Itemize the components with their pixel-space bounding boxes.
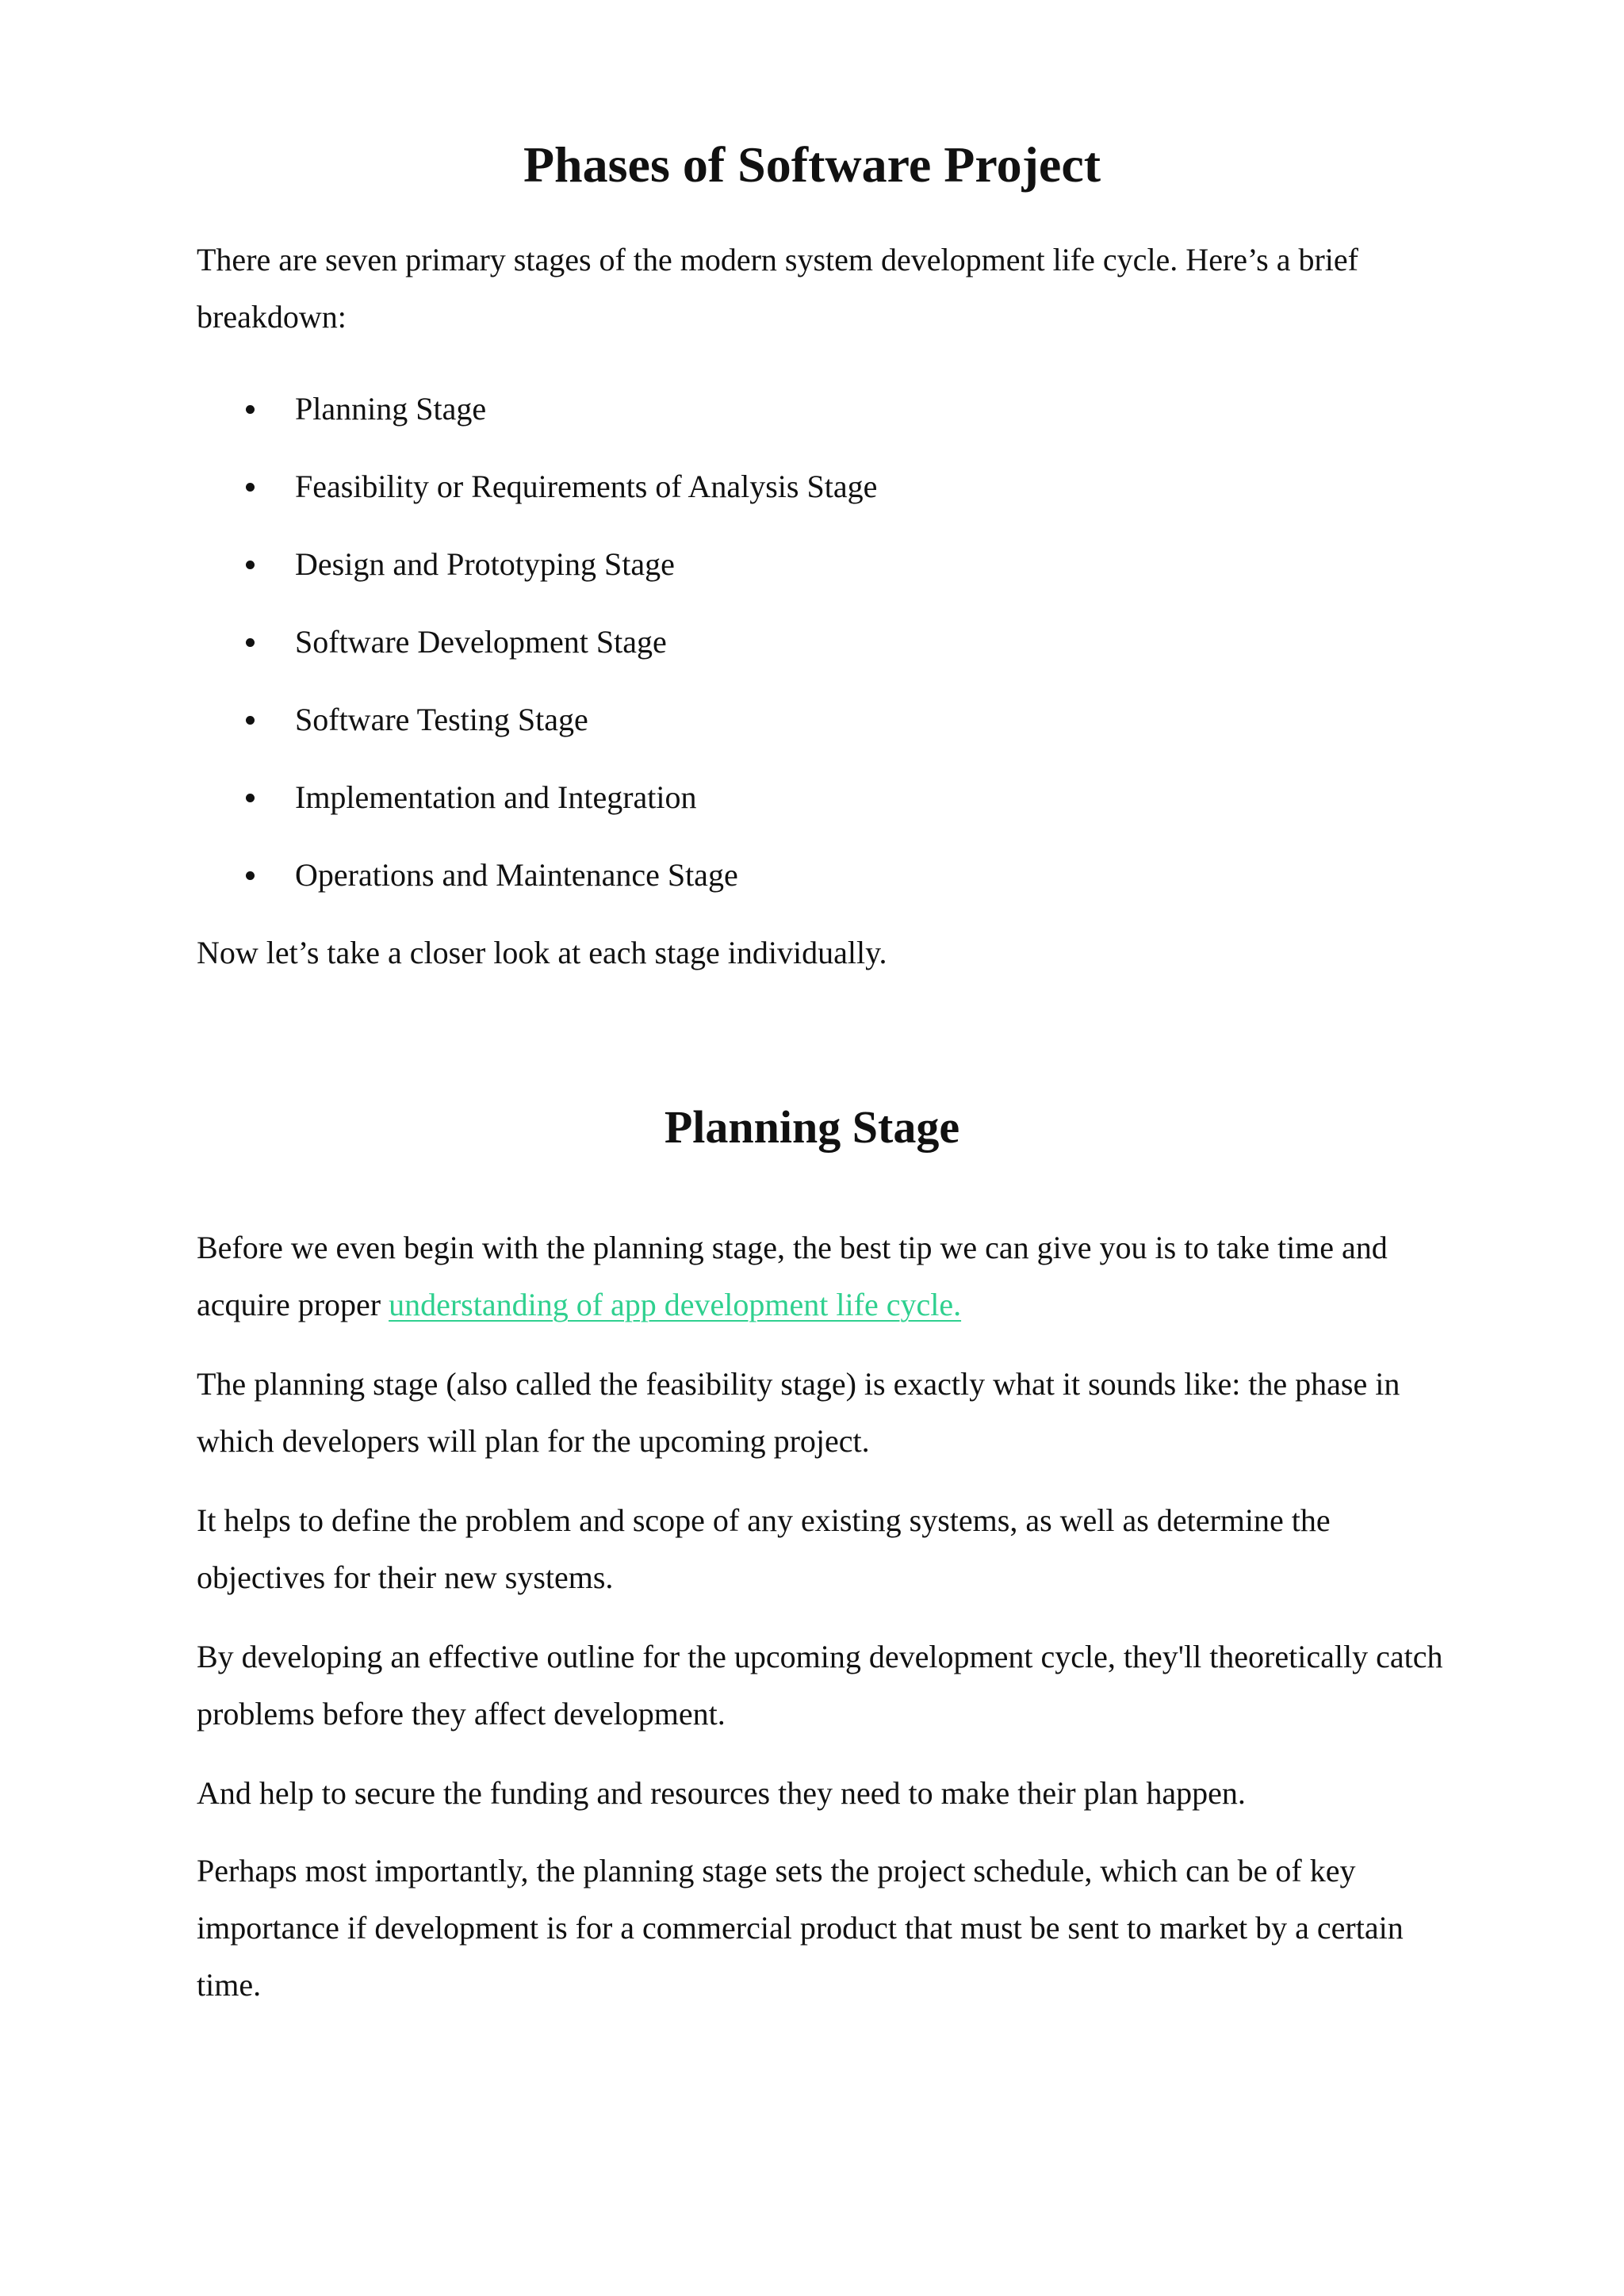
list-item-text: Software Development Stage	[295, 624, 667, 660]
closing-paragraph: Now let’s take a closer look at each stage individually.	[197, 935, 887, 970]
list-item-text: Feasibility or Requirements of Analysis Stage	[295, 469, 878, 504]
list-item	[197, 691, 1386, 769]
planning-paragraph-1	[197, 1219, 1450, 1334]
bullet-icon	[246, 483, 255, 492]
planning-paragraph-3: It helps to define the problem and scope of any existing systems, as well as determine the objectives for their new systems.	[197, 1502, 1331, 1595]
list-item	[197, 381, 1386, 458]
planning-paragraph-6: Perhaps most importantly, the planning stage sets the project schedule, which can be of key importance if development is for a commercial product that must be sent to market by a certain time.	[197, 1853, 1404, 2003]
page-title: Phases of Software Project	[523, 136, 1101, 193]
bullet-icon	[246, 716, 255, 725]
bullet-icon	[246, 638, 255, 647]
list-item	[197, 614, 1386, 691]
list-item-text: Design and Prototyping Stage	[295, 546, 675, 582]
intro-paragraph: There are seven primary stages of the modern system development life cycle. Here’s a brief breakdown:	[197, 242, 1358, 335]
list-item-text: Software Testing Stage	[295, 702, 588, 737]
planning-paragraph-4: By developing an effective outline for the upcoming development cycle, they'll theoretically catch problems before they affect development.	[197, 1639, 1443, 1732]
bullet-icon	[246, 561, 255, 569]
stages-list	[197, 381, 1386, 924]
list-item	[197, 536, 1386, 614]
bullet-icon	[246, 871, 255, 880]
planning-paragraph-5: And help to secure the funding and resources they need to make their plan happen.	[197, 1775, 1246, 1811]
list-item	[197, 769, 1386, 847]
list-item-text: Operations and Maintenance Stage	[295, 857, 738, 893]
list-item-text: Implementation and Integration	[295, 779, 697, 815]
list-item	[197, 458, 1386, 536]
bullet-icon	[246, 794, 255, 802]
planning-paragraph-1-text: Before we even begin with the planning stage, the best tip we can give you is to take time and acquire proper	[197, 1230, 1388, 1322]
app-lifecycle-link[interactable]: understanding of app development life cycle.	[389, 1287, 962, 1322]
planning-paragraph-2: The planning stage (also called the feasibility stage) is exactly what it sounds like: the phase in which developers will plan for the upcoming project.	[197, 1366, 1400, 1459]
bullet-icon	[246, 405, 255, 414]
list-item	[197, 847, 1386, 924]
section-heading-planning: Planning Stage	[664, 1101, 960, 1153]
list-item-text: Planning Stage	[295, 391, 487, 427]
